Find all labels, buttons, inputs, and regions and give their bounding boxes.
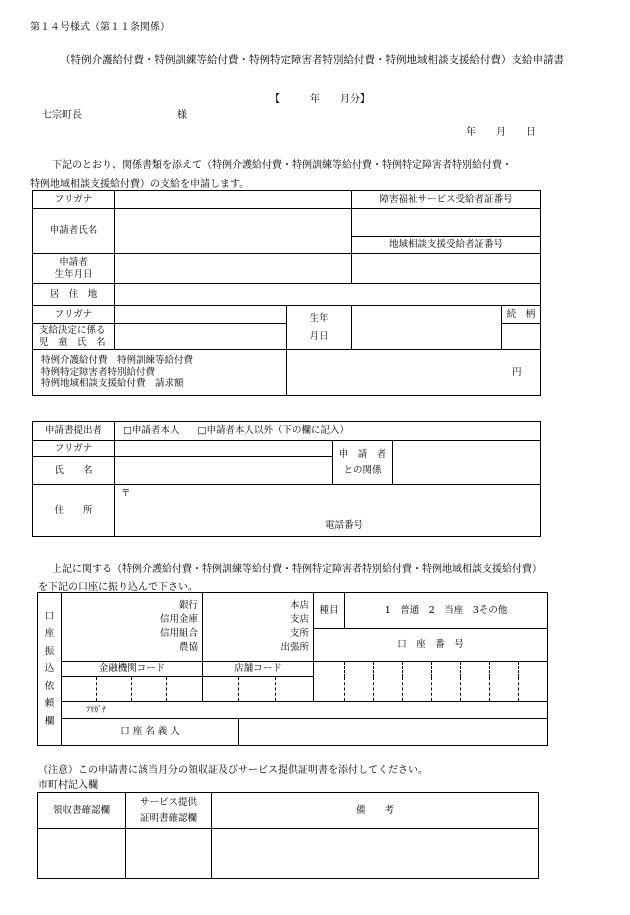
- submitter-address-field[interactable]: [115, 485, 541, 537]
- account-number-digit-4[interactable]: [403, 662, 432, 702]
- branch-type-options[interactable]: 本店 支店 支所 出張所: [203, 593, 314, 662]
- regional-cert-label: 地域相談支援受給者証番号: [352, 237, 541, 254]
- child-furigana-field[interactable]: [115, 306, 287, 324]
- submitter-table: [32, 421, 541, 537]
- account-number-label: 口 座 番 号: [314, 629, 548, 662]
- municipal-table: [37, 792, 539, 879]
- phone-label: 電話番号: [325, 520, 364, 531]
- submitter-furigana-field[interactable]: [115, 441, 333, 457]
- submitter-options[interactable]: [115, 422, 541, 441]
- branch-code-label: 店舗コード: [203, 662, 314, 677]
- date-label: 年 月 日: [466, 127, 536, 138]
- remarks-label: 備 考: [212, 793, 539, 829]
- service-cert-check-field[interactable]: [126, 829, 212, 879]
- residence-label: 居 住 地: [33, 284, 115, 306]
- bank-type-options[interactable]: 銀行 信用金庫 信用組合 農協: [62, 593, 203, 662]
- child-furigana-label: フリガナ: [33, 306, 115, 324]
- checkbox-self[interactable]: □申請者本人: [123, 425, 180, 437]
- submitter-relation-field[interactable]: [393, 441, 541, 485]
- page-title: （特例介護給付費・特例訓練等給付費・特例特定障害者特別給付費・特例地域相談支援給付費）支給申請書: [60, 54, 564, 66]
- applicant-dob-label: 申請者 生年月日: [33, 254, 115, 284]
- branch-code-digit[interactable]: [203, 677, 239, 702]
- applicant-name-label: 申請者氏名: [33, 209, 115, 254]
- branch-code-digit[interactable]: [239, 677, 276, 702]
- account-kind-options[interactable]: 1 普通 2 当座 3その他: [345, 593, 548, 629]
- account-number-digit-2[interactable]: [345, 662, 374, 702]
- intro-line-2: 特例地域相談支援給付費）の支給を申請します。: [30, 179, 250, 190]
- receipt-check-label: 領収書確認欄: [38, 793, 126, 829]
- relationship-label: 続 柄: [502, 306, 541, 324]
- postal-mark: 〒: [121, 488, 131, 499]
- bank-account-table: [37, 592, 548, 746]
- account-kind-label: 種目: [314, 593, 345, 629]
- submitter-address-label: 住 所: [33, 485, 115, 537]
- submitter-label: 申請書提出者: [33, 422, 115, 441]
- claim-amount-field[interactable]: [287, 350, 541, 396]
- transfer-line-1: 上記に関する（特例介護給付費・特例訓練等給付費・特例特定障害者特別給付費・特例地域相談支援給付費）: [52, 564, 542, 575]
- relationship-field[interactable]: [502, 324, 541, 350]
- applicant-dob-field[interactable]: [115, 254, 352, 284]
- account-holder-label: 口 座 名 義 人: [62, 719, 239, 746]
- institution-code-digit[interactable]: [132, 677, 167, 702]
- holder-furigana-label: ﾌﾘｶﾞﾅ: [62, 702, 548, 719]
- submitter-name-field[interactable]: [115, 457, 333, 485]
- applicant-name-field[interactable]: [115, 209, 352, 254]
- receipt-check-field[interactable]: [38, 829, 126, 879]
- municipal-section-label: 市町村記入欄: [38, 780, 98, 791]
- addressee-honorific: 様: [177, 110, 187, 121]
- account-number-digit-7[interactable]: [490, 662, 519, 702]
- institution-code-label: 金融機関コード: [62, 662, 203, 677]
- service-cert-check-label: サービス提供 証明書確認欄: [126, 793, 212, 829]
- institution-code-digit[interactable]: [167, 677, 203, 702]
- applicant-table: [32, 190, 541, 396]
- transfer-line-2: を下記の口座に振り込んで下さい。: [38, 582, 198, 593]
- account-number-digit-5[interactable]: [432, 662, 461, 702]
- institution-code-digit[interactable]: [62, 677, 97, 702]
- submitter-name-label: 氏 名: [33, 457, 115, 485]
- welfare-cert-label: 障害福祉サービス受給者証番号: [352, 191, 541, 209]
- submitter-relation-label: 申 請 者 との関係: [333, 441, 393, 485]
- child-name-label: 支給決定に係る 児 童 氏 名: [33, 324, 115, 350]
- residence-field[interactable]: [115, 284, 541, 306]
- attachment-note: （注意）この申請書に該当月分の領収証及びサービス提供証明書を添付してください。: [38, 765, 428, 776]
- account-number-digit-8[interactable]: [519, 662, 548, 702]
- institution-code-digit[interactable]: [97, 677, 132, 702]
- account-number-digit-3[interactable]: [374, 662, 403, 702]
- branch-code-digit[interactable]: [276, 677, 314, 702]
- addressee: 七宗町長: [42, 110, 82, 121]
- account-number-digit-6[interactable]: [461, 662, 490, 702]
- applicant-furigana-field[interactable]: [115, 191, 352, 209]
- form-number: 第１４号様式（第１１条関係）: [30, 22, 170, 33]
- intro-line-1: 下記のとおり、関係書類を添えて（特例介護給付費・特例訓練等給付費・特例特定障害者特別給付費・: [52, 160, 512, 171]
- claim-amount-label: 特例介護給付費 特例訓練等給付費 特例特定障害者特別給付費 特例地域相談支援給付費 請求額: [33, 350, 287, 396]
- welfare-cert-digits[interactable]: [352, 209, 541, 237]
- submitter-furigana-label: フリガナ: [33, 441, 115, 457]
- account-transfer-side-label: 口 座 振 込 依 頼 欄: [38, 593, 62, 746]
- child-dob-field[interactable]: [352, 306, 502, 350]
- applicant-furigana-label: フリガナ: [33, 191, 115, 209]
- checkbox-other[interactable]: □申請者本人以外（下の欄に記入）: [197, 425, 349, 437]
- child-name-field[interactable]: [115, 324, 287, 350]
- account-number-digit-1[interactable]: [314, 662, 345, 702]
- period-label: 【 年 月分】: [270, 94, 370, 105]
- child-dob-label: 生年 月日: [287, 306, 352, 350]
- yen-unit: 円: [512, 366, 522, 378]
- remarks-field[interactable]: [212, 829, 539, 879]
- regional-cert-digits[interactable]: [352, 254, 541, 284]
- account-holder-field[interactable]: [239, 719, 548, 746]
